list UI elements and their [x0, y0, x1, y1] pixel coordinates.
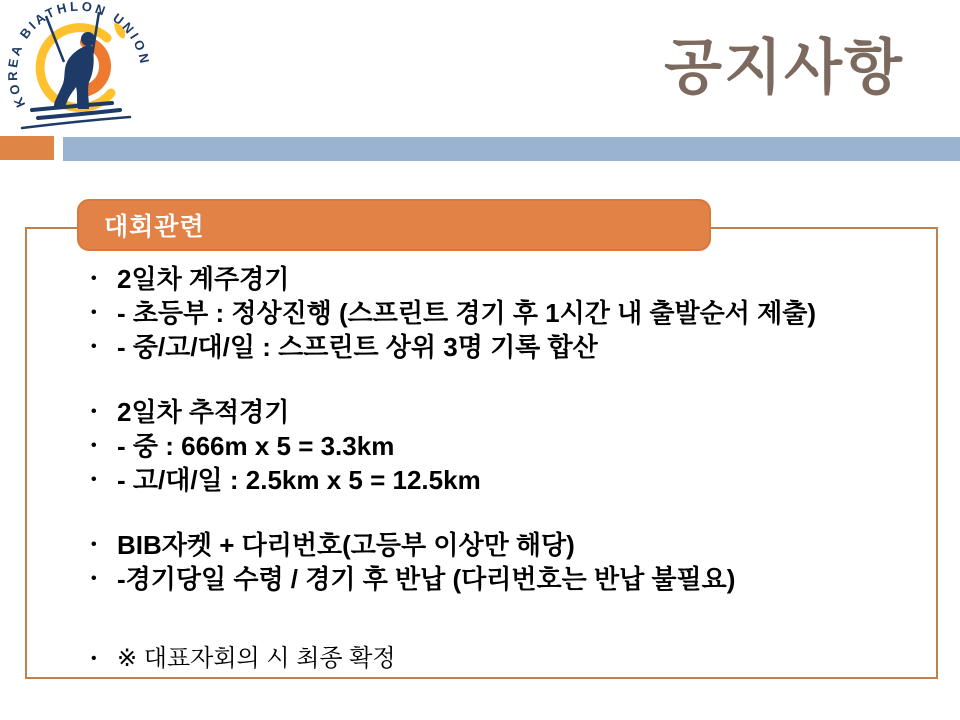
list-item-text: BIB자켓 + 다리번호(고등부 이상만 해당) — [117, 530, 575, 560]
header-blue-band — [63, 137, 960, 161]
bullet-icon: • — [91, 304, 97, 321]
list-item-text: 2일차 계주경기 — [117, 264, 290, 294]
page-title: 공지사항 — [664, 34, 904, 101]
list-item-text: -경기당일 수령 / 경기 후 반납 (다리번호는 반납 불필요) — [117, 564, 736, 594]
list-item — [91, 330, 921, 364]
list-item — [91, 429, 921, 463]
bullet-icon: • — [91, 471, 97, 488]
korea-biathlon-union-logo — [4, 0, 154, 138]
list-item — [91, 395, 921, 429]
list-item — [91, 463, 921, 497]
bullet-icon: • — [91, 536, 97, 553]
section-tab-label: 대회관련 — [104, 213, 205, 241]
list-item — [91, 262, 921, 296]
list-item — [91, 296, 921, 330]
section-tab — [77, 199, 711, 251]
list-item — [91, 562, 921, 596]
bullet-icon: • — [91, 650, 97, 667]
list-item-text: - 중/고/대/일 : 스프린트 상위 3명 기록 합산 — [117, 332, 598, 362]
bullet-icon: • — [91, 437, 97, 454]
list-item-text: ※ 대표자회의 시 최종 확정 — [117, 645, 396, 672]
bullet-icon: • — [91, 403, 97, 420]
list-item — [91, 642, 921, 676]
list-item-text: - 고/대/일 : 2.5km x 5 = 12.5km — [117, 465, 481, 495]
list-item-text: - 중 : 666m x 5 = 3.3km — [117, 431, 395, 461]
list-item-text: - 초등부 : 정상진행 (스프린트 경기 후 1시간 내 출발순서 제출) — [117, 298, 816, 328]
list-item — [91, 528, 921, 562]
list-item-text: 2일차 추적경기 — [117, 397, 290, 427]
bullet-icon: • — [91, 570, 97, 587]
logo-circle-text: KOREA BIATHLON UNION — [4, 0, 153, 110]
header-orange-band — [0, 136, 54, 160]
bullet-icon: • — [91, 338, 97, 355]
bullet-icon: • — [91, 270, 97, 287]
bullet-list — [91, 262, 921, 676]
